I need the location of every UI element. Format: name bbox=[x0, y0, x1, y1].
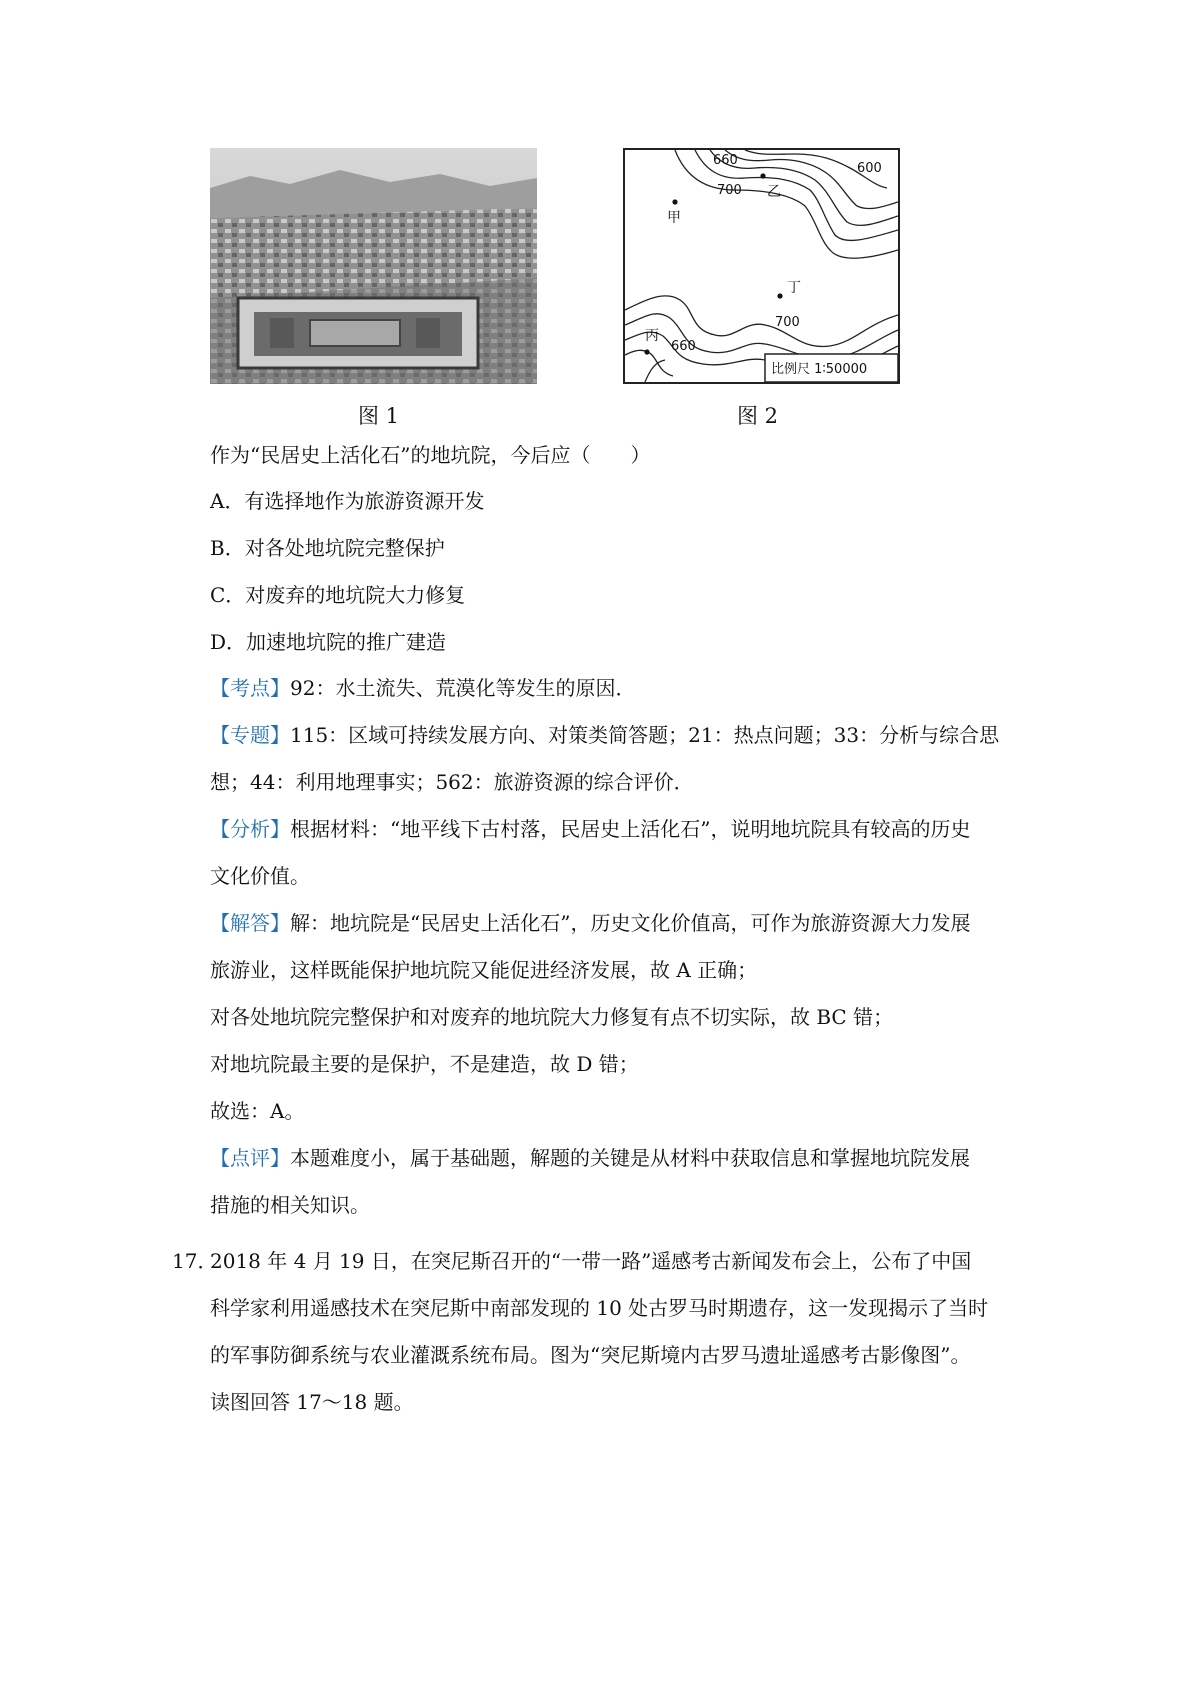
question-17-line-2: 科学家利用遥感技术在突尼斯中南部发现的 10 处古罗马时期遗存，这一发现揭示了当时 bbox=[210, 1296, 989, 1320]
question-17-number: 17． bbox=[172, 1249, 218, 1273]
contour-label-700-bottom: 700 bbox=[775, 315, 800, 330]
contour-label-660-top: 660 bbox=[713, 153, 738, 168]
jieda-line-3: 对各处地坑院完整保护和对废弃的地坑院大力修复有点不切实际，故 BC 错； bbox=[210, 1005, 894, 1029]
option-d: D．加速地坑院的推广建造 bbox=[210, 630, 447, 654]
jieda-line-2: 旅游业，这样既能保护地坑院又能促进经济发展，故 A 正确； bbox=[210, 958, 758, 982]
question-17-line-3: 的军事防御系统与农业灌溉系统布局。图为“突尼斯境内古罗马遗址遥感考古影像图”。 bbox=[210, 1343, 971, 1367]
contour-label-700-top: 700 bbox=[717, 183, 742, 198]
figure-2-caption: 图 2 bbox=[737, 404, 779, 428]
zhuanti-text-1: 115：区域可持续发展方向、对策类简答题；21：热点问题；33：分析与综合思 bbox=[290, 723, 1000, 747]
zhuanti-line-1 bbox=[210, 720, 999, 750]
dianping-text-1: 本题难度小，属于基础题，解题的关键是从材料中获取信息和掌握地坑院发展 bbox=[290, 1146, 970, 1170]
dianping-line-1 bbox=[210, 1143, 970, 1173]
village-aerial-image bbox=[210, 148, 537, 384]
figure-1-caption: 图 1 bbox=[358, 404, 400, 428]
dianping-line-2: 措施的相关知识。 bbox=[210, 1193, 370, 1217]
figure-1-photo bbox=[210, 148, 537, 384]
option-c: C．对废弃的地坑院大力修复 bbox=[210, 583, 466, 607]
kaodian-text: 92：水土流失、荒漠化等发生的原因． bbox=[290, 676, 636, 700]
point-label-ding: 丁 bbox=[787, 280, 801, 296]
zhuanti-line-2: 想；44：利用地理事实；562：旅游资源的综合评价． bbox=[210, 770, 694, 794]
option-a: A．有选择地作为旅游资源开发 bbox=[210, 489, 485, 513]
kaodian-tag: 【考点】 bbox=[210, 676, 290, 700]
question-stem: 作为“民居史上活化石”的地坑院，今后应（ ） bbox=[210, 443, 651, 467]
contour-label-660-bottom: 660 bbox=[671, 339, 696, 354]
fenxi-line-2: 文化价值。 bbox=[210, 864, 310, 888]
jieda-text-1: 解：地坑院是“民居史上活化石”，历史文化价值高，可作为旅游资源大力发展 bbox=[290, 911, 971, 935]
fenxi-text-1: 根据材料：“地平线下古村落，民居史上活化石”，说明地坑院具有较高的历史 bbox=[290, 817, 971, 841]
point-label-jia: 甲 bbox=[667, 210, 681, 226]
fenxi-line-1 bbox=[210, 814, 970, 844]
scale-label: 比例尺 1∶50000 bbox=[771, 362, 868, 377]
contour-map-drawing bbox=[625, 150, 898, 382]
kaodian-line bbox=[210, 673, 635, 703]
zhuanti-tag: 【专题】 bbox=[210, 723, 290, 747]
dianping-tag: 【点评】 bbox=[210, 1146, 290, 1170]
fenxi-tag: 【分析】 bbox=[210, 817, 290, 841]
point-label-yi: 乙 bbox=[767, 184, 781, 200]
contour-label-600: 600 bbox=[857, 161, 882, 176]
option-b: B．对各处地坑院完整保护 bbox=[210, 536, 445, 560]
jieda-line-5: 故选：A。 bbox=[210, 1099, 305, 1123]
point-label-bing: 丙 bbox=[645, 328, 659, 344]
figure-2-contour-map bbox=[623, 148, 900, 384]
question-17-line-4: 读图回答 17～18 题。 bbox=[210, 1390, 414, 1414]
jieda-line-4: 对地坑院最主要的是保护，不是建造，故 D 错； bbox=[210, 1052, 639, 1076]
question-17-line-1: 2018 年 4 月 19 日，在突尼斯召开的“一带一路”遥感考古新闻发布会上，公布了中国 bbox=[210, 1249, 972, 1273]
jieda-tag: 【解答】 bbox=[210, 911, 290, 935]
jieda-line-1 bbox=[210, 908, 970, 938]
